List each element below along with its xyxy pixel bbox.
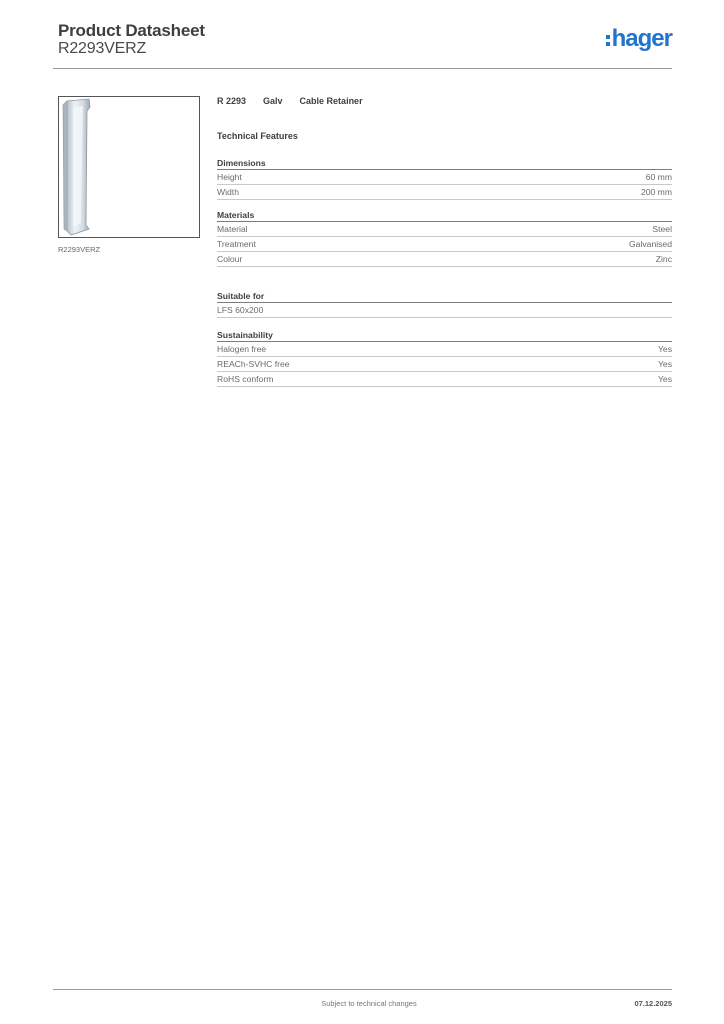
spec-row [217, 222, 672, 237]
image-caption: R2293VERZ [58, 245, 101, 254]
logo-mark-icon [606, 35, 610, 46]
product-ref: R 2293 [217, 96, 247, 106]
section-title: Sustainability [217, 330, 672, 342]
dimensions-section [217, 158, 672, 200]
spec-value: Galvanised [629, 239, 672, 249]
spec-label: Halogen free [217, 344, 267, 354]
spec-label: Colour [217, 254, 243, 264]
product-code: R2293VERZ [58, 40, 147, 57]
spec-value: 60 mm [645, 172, 672, 182]
materials-section [217, 210, 672, 267]
spec-label: Width [217, 187, 239, 197]
spec-content [217, 96, 672, 387]
spec-row [217, 252, 672, 267]
page-title: Product Datasheet [58, 21, 205, 40]
spec-label: REACh-SVHC free [217, 359, 290, 369]
spec-row [217, 372, 672, 387]
product-header-line [217, 96, 672, 106]
spec-label: Treatment [217, 239, 256, 249]
spec-row [217, 303, 672, 318]
spec-label: Material [217, 224, 248, 234]
footer-note: Subject to technical changes [321, 999, 417, 1008]
spec-row [217, 185, 672, 200]
spec-row [217, 342, 672, 357]
section-title: Dimensions [217, 158, 672, 170]
sustainability-section [217, 330, 672, 387]
spec-row [217, 170, 672, 185]
technical-features-heading: Technical Features [217, 131, 298, 141]
spec-value: Yes [657, 374, 672, 384]
section-title: Materials [217, 210, 672, 222]
spec-label: Height [217, 172, 242, 182]
section-title: Suitable for [217, 291, 672, 303]
footer-date: 07.12.2025 [634, 999, 672, 1008]
product-name: Cable Retainer [299, 96, 363, 106]
spec-value: Steel [652, 224, 672, 234]
spec-label: RoHS conform [217, 374, 274, 384]
brand-name: hager [611, 25, 672, 52]
spec-value: Zinc [655, 254, 672, 264]
brand-logo [606, 27, 672, 51]
spec-value: 200 mm [640, 187, 672, 197]
header-divider [53, 68, 672, 69]
spec-label: LFS 60x200 [217, 305, 264, 315]
suitable-for-section [217, 291, 672, 318]
product-finish: Galv [263, 96, 283, 106]
product-image [58, 96, 200, 238]
cable-retainer-image [59, 97, 199, 237]
spec-row [217, 237, 672, 252]
spec-row [217, 357, 672, 372]
spec-value: Yes [657, 344, 672, 354]
spec-value: Yes [657, 359, 672, 369]
footer-divider [53, 989, 672, 990]
